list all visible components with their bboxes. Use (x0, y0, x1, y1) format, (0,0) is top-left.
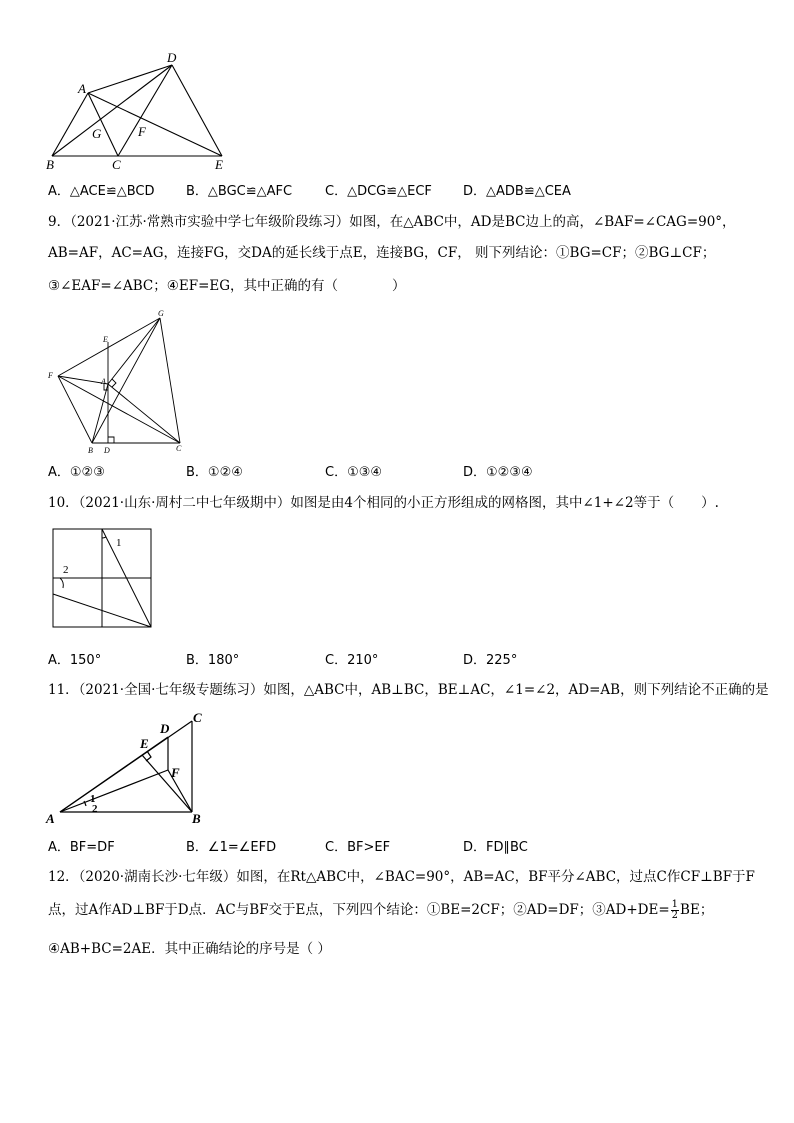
q11-option-c[interactable]: C．BF>EF (325, 840, 391, 855)
q8-option-b[interactable]: B．△BGC≌△AFC (186, 184, 293, 199)
q10-option-c[interactable]: C．210° (325, 653, 379, 668)
q8-label-a: A (78, 81, 86, 96)
q10-label-2: 2 (63, 564, 69, 576)
q12-stem-line-2b: BE； (680, 902, 714, 918)
q9-stem-line-1: 9．（2021·江苏·常熟市实验中学七年级阶段练习）如图，在△ABC中，AD是BC边上的高，∠BAF=∠CAG=90°， (48, 214, 736, 230)
q9-stem-line-3: ③∠EAF=∠ABC；④EF=EG，其中正确的有（ ） (48, 278, 406, 294)
q11-stem-line-1: 11．（2021·全国·七年级专题练习）如图，△ABC中，AB⊥BC，BE⊥AC，∠1=∠2，AD=AB，则下列结论不正确的是 (48, 682, 769, 698)
q8-option-d[interactable]: D．△ADB≌△CEA (463, 184, 571, 199)
q10-option-a[interactable]: A．150° (48, 653, 102, 668)
q9-label-b: B (88, 446, 93, 455)
q11-label-d: D (160, 721, 170, 736)
q9-label-c: C (176, 444, 182, 453)
q9-label-d: D (104, 446, 110, 455)
q9-stem-line-2: AB=AF，AC=AG，连接FG，交DA的延长线于点E，连接BG，CF， 则下列结论：①BG=CF；②BG⊥CF； (48, 245, 716, 261)
q8-option-a[interactable]: A．△ACE≌△BCD (48, 184, 155, 199)
q9-option-c[interactable]: C．①③④ (325, 465, 383, 480)
q12-fraction (671, 900, 679, 921)
q10-figure (48, 524, 158, 632)
q11-option-a[interactable]: A．BF=DF (48, 840, 115, 855)
q8-label-b: B (46, 157, 54, 172)
q12-stem-line-3: ④AB+BC=2AE．其中正确结论的序号是（ ） (48, 941, 331, 957)
q9-option-b[interactable]: B．①②④ (186, 465, 243, 480)
q12-fraction-num: 1 (671, 899, 679, 910)
q12-stem-line-2 (48, 900, 713, 921)
q9-label-f: F (48, 371, 53, 380)
q11-option-d[interactable]: D．FD∥BC (463, 840, 528, 855)
q8-label-f: F (138, 124, 146, 139)
q11-label-f: F (171, 765, 180, 780)
q11-label-2: 2 (92, 803, 98, 815)
q8-label-g: G (92, 126, 102, 141)
q11-figure (40, 706, 220, 828)
q9-option-a[interactable]: A．①②③ (48, 465, 105, 480)
q8-figure (40, 48, 240, 172)
q10-option-b[interactable]: B．180° (186, 653, 240, 668)
q11-label-e: E (140, 736, 149, 751)
q12-stem-line-1: 12．（2020·湖南长沙·七年级）如图，在Rt△ABC中，∠BAC=90°，AB=AC，BF平分∠ABC，过点C作CF⊥BF于F (48, 869, 755, 885)
q11-label-a: A (46, 811, 55, 826)
q9-label-a: A (101, 377, 106, 386)
q11-label-b: B (192, 811, 201, 826)
q10-label-1: 1 (116, 537, 122, 549)
q10-option-d[interactable]: D．225° (463, 653, 518, 668)
q11-option-b[interactable]: B．∠1=∠EFD (186, 840, 277, 855)
q9-figure (40, 306, 200, 456)
q8-label-d: D (167, 50, 177, 65)
q9-label-g: G (158, 309, 164, 318)
q8-option-c[interactable]: C．△DCG≌△ECF (325, 184, 432, 199)
q10-stem-line-1: 10．（2021·山东·周村二中七年级期中）如图是由4个相同的小正方形组成的网格图，其中∠1+∠2等于（ ）. (48, 495, 719, 511)
q9-option-d[interactable]: D．①②③④ (463, 465, 533, 480)
q8-label-c: C (112, 157, 121, 172)
q9-label-e: E (103, 335, 108, 344)
q12-stem-line-2a: 点，过A作AD⊥BF于D点．AC与BF交于E点，下列四个结论：①BE=2CF；②AD=DF；③AD+DE= (48, 902, 670, 918)
q12-fraction-den: 2 (671, 910, 679, 921)
q11-label-1: 1 (90, 793, 96, 805)
q11-label-c: C (193, 710, 202, 725)
q8-label-e: E (215, 157, 223, 172)
